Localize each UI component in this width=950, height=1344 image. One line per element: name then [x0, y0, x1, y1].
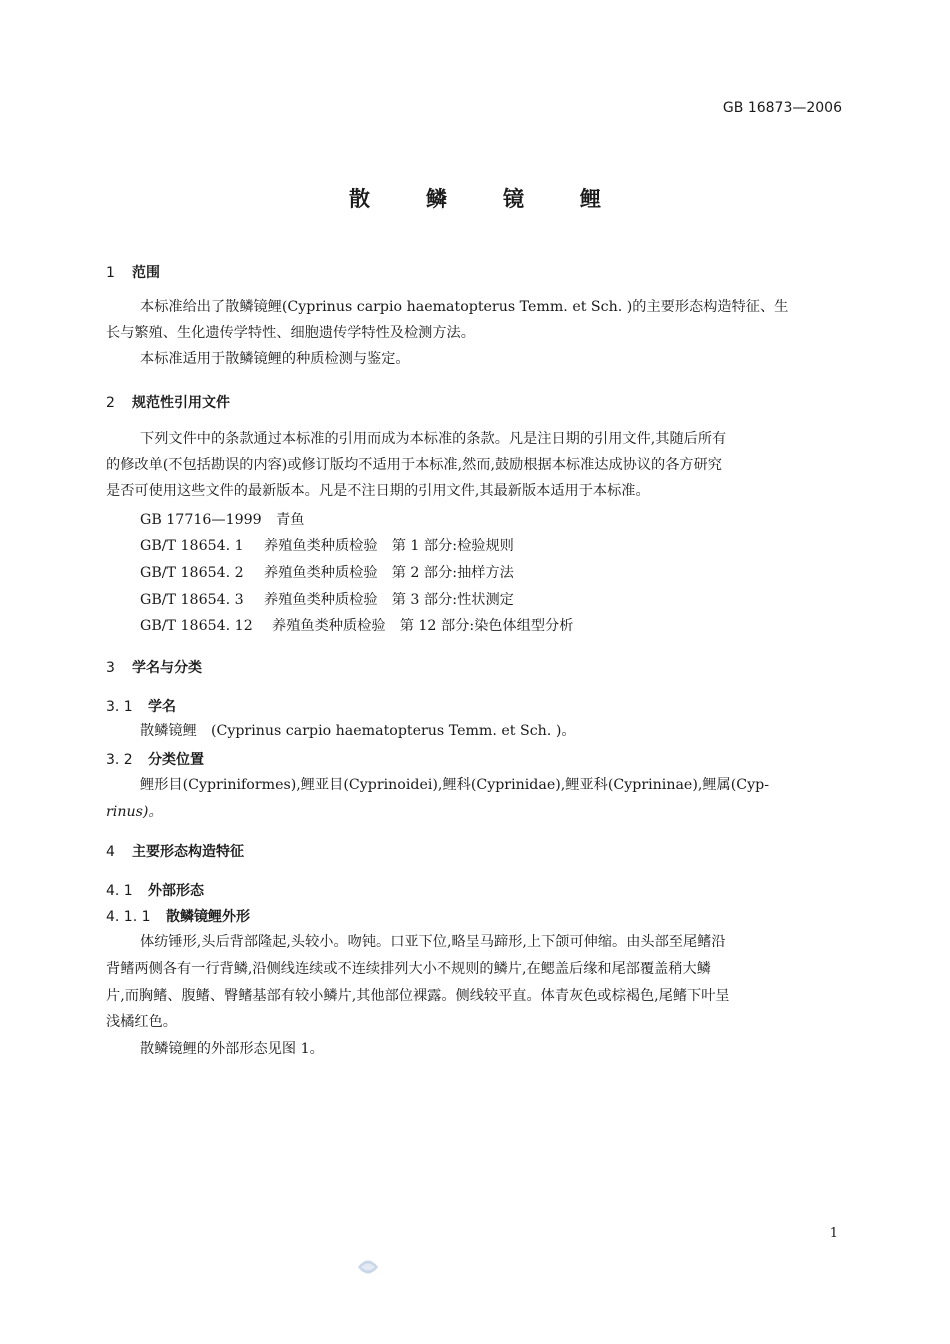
reference-title: 养殖鱼类种质检验 第 2 部分:抽样方法 — [264, 565, 514, 581]
title-char: 鲤 — [580, 187, 601, 211]
paragraph-line: 本标准给出了散鳞镜鲤(Cyprinus carpio haematopterus Temm. et Sch. )的主要形态构造特征、生 — [140, 299, 789, 315]
subsection-heading-3-2 — [106, 749, 204, 769]
reference-item — [140, 613, 573, 639]
subsection-title: 分类位置 — [148, 752, 204, 768]
reference-code: GB/T 18654. 3 — [140, 592, 244, 608]
reference-item — [140, 533, 514, 559]
reference-item — [140, 507, 304, 533]
section-heading-1 — [106, 262, 160, 282]
section-title: 规范性引用文件 — [132, 395, 230, 411]
section-title: 范围 — [132, 265, 160, 281]
paragraph-line: 背鳍两侧各有一行背鳞,沿侧线连续或不连续排列大小不规则的鳞片,在鳃盖后缘和尾部覆盖稍大鳞 — [106, 961, 711, 977]
paragraph-line: 长与繁殖、生化遗传学特性、细胞遗传学特性及检测方法。 — [106, 325, 475, 341]
reference-title: 养殖鱼类种质检验 第 12 部分:染色体组型分析 — [272, 618, 574, 634]
section-title: 主要形态构造特征 — [132, 844, 244, 860]
subsection-number: 3. 2 — [106, 752, 133, 768]
title-char: 散 — [349, 187, 370, 211]
document-title — [0, 183, 950, 213]
reference-title: 青鱼 — [276, 512, 305, 528]
subsection-title: 外部形态 — [148, 883, 204, 899]
section-heading-4 — [106, 841, 244, 861]
paragraph-line: 散鳞镜鲤 (Cyprinus carpio haematopterus Temm. et Sch. )。 — [140, 723, 576, 739]
title-char: 鳞 — [426, 187, 447, 211]
title-char: 镜 — [503, 187, 524, 211]
section-number: 3 — [106, 660, 115, 676]
subsection-heading-4-1-1 — [106, 906, 250, 926]
subsection-title: 学名 — [148, 699, 176, 715]
paragraph-line: 片,而胸鳍、腹鳍、臀鳍基部有较小鳞片,其他部位裸露。侧线较平直。体青灰色或棕褐色,尾鳍下叶呈 — [106, 988, 730, 1004]
paragraph-line: 本标准适用于散鳞镜鲤的种质检测与鉴定。 — [140, 351, 410, 367]
subsection-number: 4. 1. 1 — [106, 909, 151, 925]
subsection-heading-4-1 — [106, 880, 204, 900]
paragraph-line: rinus)。 — [106, 804, 163, 820]
section-number: 4 — [106, 844, 115, 860]
section-heading-2 — [106, 392, 230, 412]
watermark-logo-icon — [354, 1256, 382, 1278]
subsection-number: 4. 1 — [106, 883, 133, 899]
reference-code: GB 17716—1999 — [140, 512, 262, 528]
subsection-number: 3. 1 — [106, 699, 133, 715]
reference-item — [140, 560, 514, 586]
reference-code: GB/T 18654. 1 — [140, 538, 244, 554]
paragraph-line: 浅橘红色。 — [106, 1014, 177, 1030]
reference-item — [140, 587, 514, 613]
paragraph-line: 体纺锤形,头后背部隆起,头较小。吻钝。口亚下位,略呈马蹄形,上下颌可伸缩。由头部至尾鳍沿 — [140, 934, 726, 950]
paragraph-line: 的修改单(不包括勘误的内容)或修订版均不适用于本标准,然而,鼓励根据本标准达成协议的各方研究 — [106, 457, 722, 473]
reference-code: GB/T 18654. 2 — [140, 565, 244, 581]
page-number: 1 — [829, 1226, 838, 1241]
paragraph-line: 下列文件中的条款通过本标准的引用而成为本标准的条款。凡是注日期的引用文件,其随后所有 — [140, 431, 727, 447]
paragraph-line: 鲤形目(Cypriniformes),鲤亚目(Cyprinoidei),鲤科(Cyprinidae),鲤亚科(Cyprininae),鲤属(Cyp- — [140, 777, 770, 793]
reference-code: GB/T 18654. 12 — [140, 618, 253, 634]
subsection-heading-3-1 — [106, 696, 176, 716]
section-number: 1 — [106, 265, 115, 281]
paragraph-line: 散鳞镜鲤的外部形态见图 1。 — [140, 1041, 324, 1057]
section-title: 学名与分类 — [132, 660, 202, 676]
section-number: 2 — [106, 395, 115, 411]
reference-title: 养殖鱼类种质检验 第 1 部分:检验规则 — [264, 538, 514, 554]
subsection-title: 散鳞镜鲤外形 — [166, 909, 250, 925]
reference-title: 养殖鱼类种质检验 第 3 部分:性状测定 — [264, 592, 514, 608]
paragraph-line: 是否可使用这些文件的最新版本。凡是不注日期的引用文件,其最新版本适用于本标准。 — [106, 483, 650, 499]
section-heading-3 — [106, 657, 202, 677]
standard-number: GB 16873—2006 — [722, 100, 842, 116]
